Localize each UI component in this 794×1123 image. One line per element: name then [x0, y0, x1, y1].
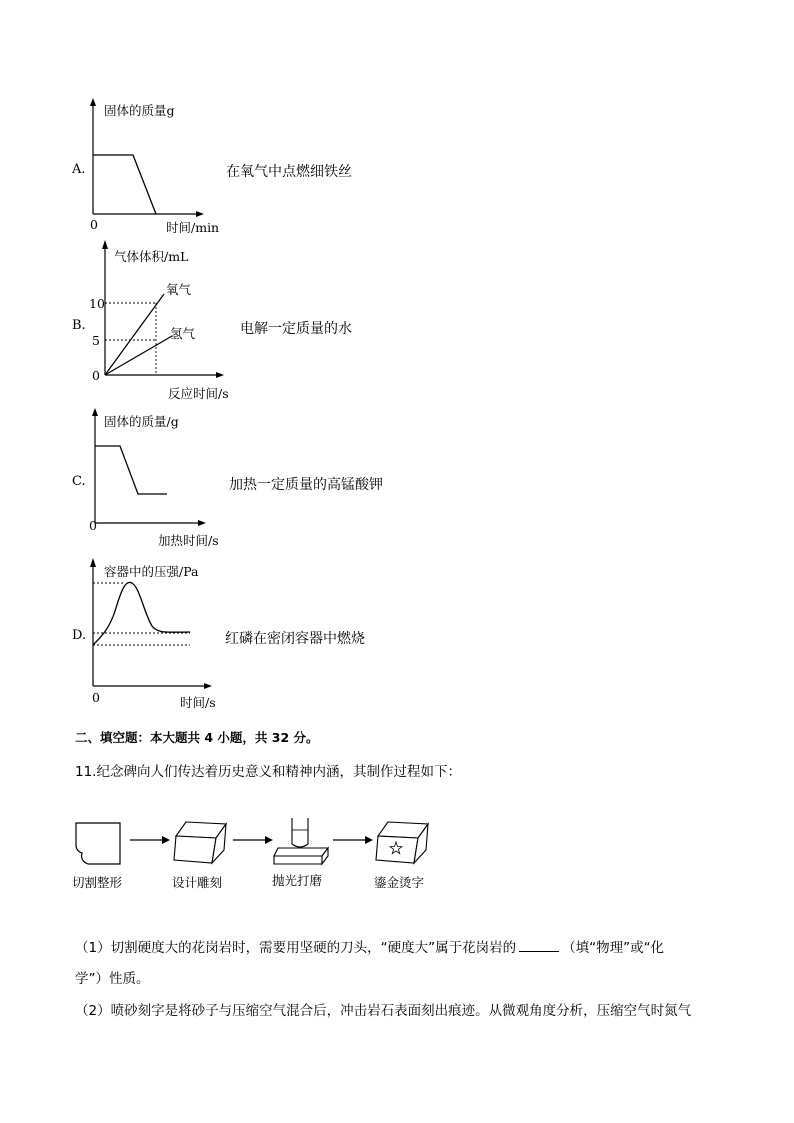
x-axis-label: 加热时间/s	[158, 533, 219, 548]
subquestion-1-line1	[75, 936, 664, 956]
option-letter: C.	[72, 474, 86, 489]
series-label-oxygen: 氧气	[166, 282, 192, 297]
option-caption: 加热一定质量的高锰酸钾	[229, 477, 383, 493]
subquestion-1-text-a: （1）切割硬度大的花岗岩时，需要用坚硬的刀头，“硬度大”属于花岗岩的	[75, 940, 517, 956]
gilded-block-illustration	[374, 818, 430, 866]
step-label-gild: 鎏金烫字	[374, 875, 425, 890]
option-letter: D.	[72, 628, 87, 643]
option-letter: A.	[72, 162, 86, 177]
answer-blank[interactable]	[519, 939, 559, 952]
step-label-polish: 抛光打磨	[272, 873, 323, 888]
arrow-icon	[233, 835, 273, 845]
origin-label: 0	[92, 368, 100, 383]
y-axis-label: 固体的质量g	[104, 103, 175, 118]
question-stem: 11.纪念碑向人们传达着历史意义和精神内涵，其制作过程如下：	[75, 764, 461, 780]
y-axis-label: 气体体积/mL	[114, 249, 189, 264]
x-axis-label: 时间/min	[166, 220, 220, 235]
option-letter: B.	[72, 318, 86, 333]
origin-label: 0	[92, 690, 100, 705]
series-label-hydrogen: 氢气	[170, 326, 196, 341]
origin-label: 0	[90, 217, 98, 232]
arrow-icon	[333, 835, 373, 845]
step-label-cut: 切割整形	[72, 875, 123, 890]
tick-label-10: 10	[89, 296, 105, 311]
carving-block-illustration	[172, 818, 228, 866]
origin-label: 0	[89, 518, 97, 533]
tick-label-5: 5	[92, 333, 100, 348]
subquestion-1-text-b: （填“物理”或“化	[562, 940, 665, 956]
arrow-icon	[130, 835, 170, 845]
x-axis-label: 反应时间/s	[168, 386, 229, 401]
subquestion-2: （2）喷砂刻字是将砂子与压缩空气混合后，冲击岩石表面刻出痕迹。从微观角度分析，压缩空气时氮气	[75, 1003, 692, 1019]
y-axis-label: 容器中的压强/Pa	[104, 564, 199, 579]
y-axis-label: 固体的质量/g	[104, 414, 179, 429]
option-caption: 在氧气中点燃细铁丝	[226, 164, 352, 180]
polishing-illustration	[272, 816, 332, 866]
x-axis-label: 时间/s	[180, 695, 216, 710]
step-label-carve: 设计雕刻	[172, 875, 223, 890]
section-title: 二、填空题：本大题共 4 小题，共 32 分。	[75, 730, 319, 745]
cut-block-illustration	[74, 821, 124, 866]
option-caption: 红磷在密闭容器中燃烧	[225, 631, 365, 647]
subquestion-1-line2: 学”）性质。	[75, 971, 150, 987]
option-caption: 电解一定质量的水	[240, 321, 352, 337]
